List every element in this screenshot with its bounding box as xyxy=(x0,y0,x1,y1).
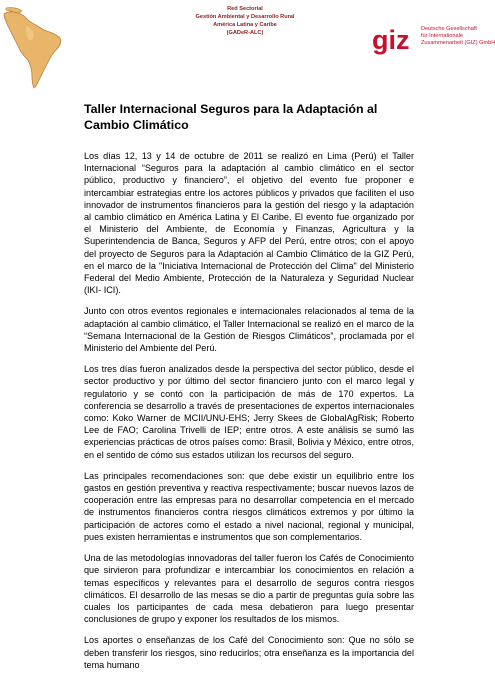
org-line: Deutsche Gesellschaft xyxy=(421,26,477,32)
paragraph: Una de las metodologías innovadoras del taller fueron los Cafés de Conocimiento que sirvieron para profundizar e intercambiar los conocimientos en relación a temas específicos y relevantes para el desarrollo de seguros contra riesgos climáticos. El desarrollo de las mesas se dio a partir de preguntas guía sobre las cuales los participantes de cada mesa debatieron para luego presentar conclusiones de grupo y exponer los resultados de los mismos. xyxy=(84,553,414,625)
giz-logo xyxy=(372,25,418,57)
paragraph: Junto con otros eventos regionales e internacionales relacionados al tema de la adaptación al cambio climático, el Taller Internacional se realizó en el marco de la “Semana Internacional de la Gestión de Riesgos Climáticos”, proclamada por el Ministerio del Ambiente del Perú. xyxy=(84,306,414,354)
network-header xyxy=(150,5,340,37)
document-title: Taller Internacional Seguros para la Adaptación al Cambio Climático xyxy=(84,102,378,132)
giz-logo-text: giz xyxy=(372,25,410,55)
document-body xyxy=(84,150,414,680)
paragraph: Los aportes o enseñanzas de los Café del Conocimiento son: Que no sólo se deben transferir los riesgos, sino reducirlos; otra enseñanza es la importancia del tema humano xyxy=(84,635,414,670)
network-line: América Latina y Caribe xyxy=(213,22,277,28)
paragraph: Los tres días fueron analizados desde la perspectiva del sector público, desde el sector productivo y por último del sector financiero junto con el marco legal y regulatorio y se contó con la participación de más de 170 expertos. La conferencia se desarrollo a través de presentaciones de expertos internacionales como: Koko Warner de MCII/UNU-EHS; Jerry Skees de GlobalAgRisk; Roberto Lee de FAO; Carolina Trivelli de IEP; entre otros. A este análisis se sumó las experiencias prácticas de otros países como: Brasil, Bolivia y México, entre otros, en el sentido de cómo sus estados utilizan los recursos del seguro. xyxy=(84,364,414,460)
network-line: Gestión Ambiental y Desarrollo Rural xyxy=(195,14,295,20)
giz-organization-name xyxy=(421,26,493,47)
latin-america-map-icon xyxy=(2,4,66,90)
paragraph: Las principales recomendaciones son: que debe existir un equilibrio entre los gastos en gestión preventiva y reactiva respectivamente; buscar nuevos lazos de cooperación entre las empresas para no desarrollar competencia en el mercado de instrumentos financieros contra riesgos climáticos extremos y por último la participación de actores como el estado a nivel nacional, regional y municipal, pues existen herramientas e instrumentos que son complementarios. xyxy=(84,470,414,542)
paragraph: Los días 12, 13 y 14 de octubre de 2011 se realizó en Lima (Perú) el Taller Internacional “Seguros para la adaptación al cambio climático en el sector público, productivo y financiero”, el objetivo del evento fue proponer e intercambiar estrategias entre los actores públicos y privados que faciliten el uso innovador de instrumentos financieros para la gestión del riesgo y la adaptación al cambio climático en América Latina y El Caribe. El evento fue organizado por el Ministerio del Ambiente, de Economía y Finanzas, Agricultura y la Superintendencia de Banca, Seguros y AFP del Perú, entre otros; con el apoyo del proyecto de Seguros para la Adaptación al Cambio Climático de la GIZ Perú, en el marco de la "Iniciativa Internacional de Protección del Clima" del Ministerio Federal del Medio Ambiente, Protección de la Naturaleza y Seguridad Nuclear (IKI- ICI). xyxy=(84,151,414,296)
org-line: für Internationale xyxy=(421,33,463,39)
network-line: Red Sectorial xyxy=(227,6,263,12)
network-line: (GADeR-ALC) xyxy=(226,30,264,36)
org-line: Zusammenarbeit (GIZ) GmbH xyxy=(421,40,495,46)
